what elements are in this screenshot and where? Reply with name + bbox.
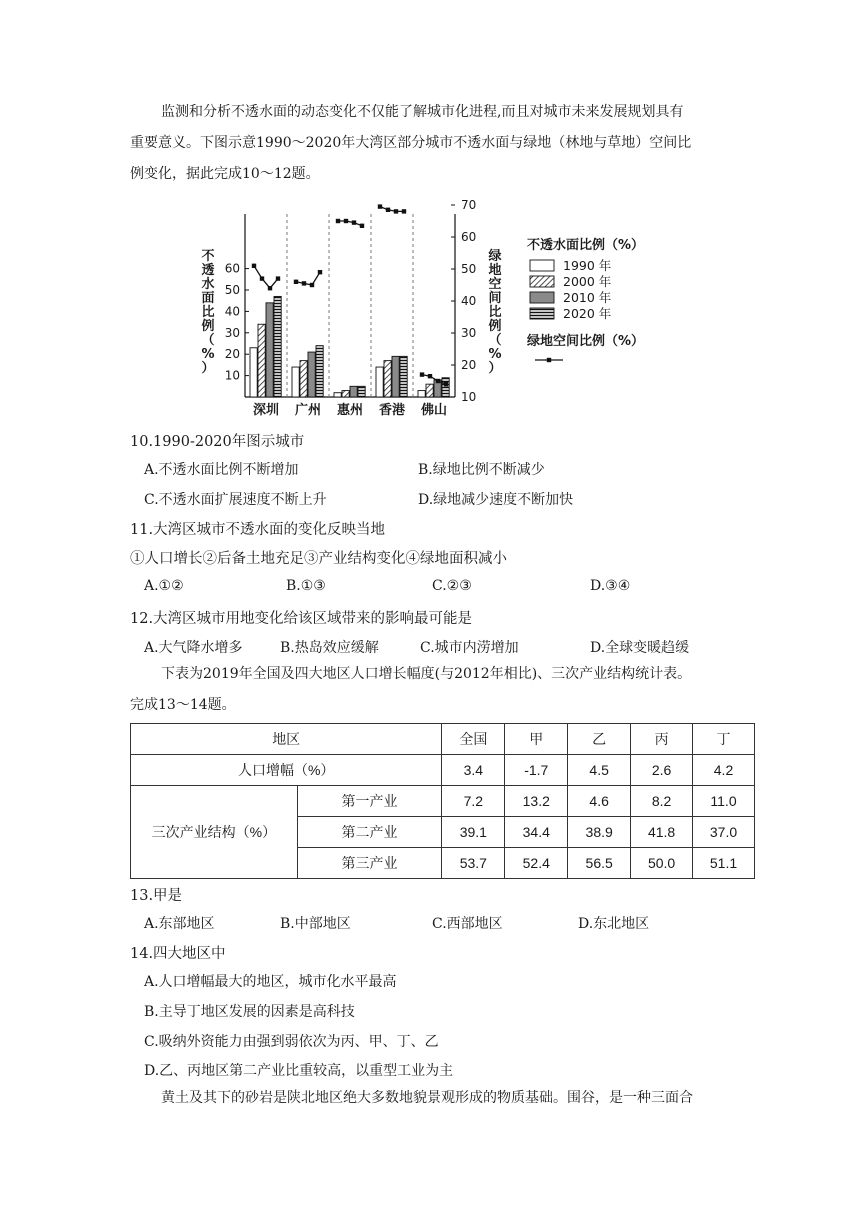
bar: [442, 378, 449, 397]
axes: [201, 200, 501, 418]
stats-table: [130, 723, 755, 879]
q14-option-d[interactable]: D.乙、丙地区第二产业比重较高，以重型工业为主: [144, 1063, 454, 1079]
right-tick-label: 50: [461, 262, 477, 276]
table-cell: 34.4: [505, 817, 568, 848]
green-line: [254, 266, 278, 288]
table-cell: 13.2: [505, 786, 568, 817]
table-cell: 41.8: [631, 817, 693, 848]
table-cell: 56.5: [568, 848, 631, 879]
left-axis-title: 不透水面比例（%）: [201, 249, 215, 376]
green-point: [276, 276, 280, 280]
left-tick-label: 60: [224, 261, 240, 276]
legend-label: 2010 年: [563, 290, 612, 305]
right-tick-label: 40: [461, 294, 477, 308]
table-cell: 37.0: [693, 817, 755, 848]
table-cell: 2.6: [631, 755, 693, 786]
table-cell: 7.2: [442, 786, 505, 817]
category-label: 佛山: [420, 403, 448, 418]
table-cell: -1.7: [505, 755, 568, 786]
bar: [384, 361, 391, 397]
q11-items: ①人口增长②后备土地充足③产业结构变化④绿地面积减小: [130, 551, 507, 567]
table-cell: 50.0: [631, 848, 693, 879]
q12-stem: 12.大湾区城市用地变化给该区域带来的影响最可能是: [130, 611, 473, 627]
green-point: [336, 219, 340, 223]
q10-stem: 10.1990-2020年图示城市: [130, 434, 305, 450]
right-tick-label: 20: [461, 358, 477, 372]
bar: [392, 356, 399, 397]
table-header-cell: 丁: [693, 724, 755, 755]
right-tick-label: 30: [461, 326, 477, 340]
table-row: [131, 786, 755, 817]
table-group-label: 三次产业结构（%）: [131, 786, 298, 879]
bar: [358, 386, 365, 397]
bar: [334, 393, 341, 397]
table-cell: 8.2: [631, 786, 693, 817]
category-label: 香港: [378, 403, 406, 418]
green-point: [360, 224, 364, 228]
intro2-line2: 完成13～14题。: [130, 697, 236, 713]
bar: [274, 296, 281, 397]
table-cell: 52.4: [505, 848, 568, 879]
green-point: [352, 220, 356, 224]
table-row-label: 第三产业: [297, 848, 442, 879]
category-label: 广州: [294, 403, 322, 418]
legend: [527, 237, 644, 362]
green-point: [444, 382, 448, 386]
q11-option-c[interactable]: C.②③: [432, 578, 472, 594]
q13-option-c[interactable]: C.西部地区: [432, 916, 503, 932]
green-point: [394, 209, 398, 213]
left-tick-label: 20: [224, 347, 240, 362]
green-point: [252, 264, 256, 268]
table-cell: 4.2: [693, 755, 755, 786]
table-header-row: [131, 724, 755, 755]
table-cell: 3.4: [442, 755, 505, 786]
q11-stem: 11.大湾区城市不透水面的变化反映当地: [130, 522, 386, 538]
table-header-cell: 甲: [505, 724, 568, 755]
legend-label: 1990 年: [563, 258, 612, 273]
bar: [266, 303, 273, 397]
q13-option-b[interactable]: B.中部地区: [280, 916, 351, 932]
green-point: [294, 280, 298, 284]
table-cell: 4.5: [568, 755, 631, 786]
green-point: [268, 286, 272, 290]
green-point: [318, 270, 322, 274]
q14-option-c[interactable]: C.吸纳外资能力由强到弱依次为丙、甲、丁、乙: [144, 1034, 439, 1050]
q12-option-d[interactable]: D.全球变暖趋缓: [590, 640, 690, 656]
table-header-cell: 全国: [442, 724, 505, 755]
q11-option-a[interactable]: A.①②: [144, 578, 184, 594]
right-axis-title: 绿地空间比例（%）: [488, 249, 502, 376]
green-point: [402, 209, 406, 213]
intro2-line1: 下表为2019年全国及四大地区人口增长幅度(与2012年相比)、三次产业结构统计表。: [161, 666, 692, 682]
table-row-label: 第一产业: [297, 786, 442, 817]
q11-option-d[interactable]: D.③④: [590, 578, 631, 594]
bar: [342, 391, 349, 397]
bar: [316, 346, 323, 397]
q14-option-a[interactable]: A.人口增幅最大的地区，城市化水平最高: [144, 974, 397, 990]
green-point: [344, 219, 348, 223]
left-tick-label: 10: [224, 368, 240, 383]
legend-title: 不透水面比例（%）: [527, 238, 645, 253]
legend-swatch: [530, 292, 554, 303]
green-point: [428, 374, 432, 378]
green-line: [338, 221, 362, 226]
green-point: [436, 379, 440, 383]
left-tick-label: 40: [224, 304, 240, 319]
table-header-cell: 地区: [131, 724, 442, 755]
category-label: 深圳: [252, 403, 280, 418]
bar: [400, 356, 407, 397]
bar: [350, 386, 357, 397]
intro1-line1: 监测和分析不透水面的动态变化不仅能了解城市化进程,而且对城市未来发展规划具有: [161, 104, 684, 120]
bar: [250, 348, 257, 397]
table-row-label: 人口增幅（%）: [131, 755, 442, 786]
legend-label: 2020 年: [563, 306, 612, 321]
table-row: [131, 755, 755, 786]
bar: [292, 367, 299, 397]
bar: [376, 367, 383, 397]
legend-swatch: [530, 260, 554, 271]
intro1-line2: 重要意义。下图示意1990～2020年大湾区部分城市不透水面与绿地（林地与草地）空间比: [130, 135, 692, 151]
intro3-line1: 黄土及其下的砂岩是陕北地区绝大多数地貌景观形成的物质基础。围谷，是一种三面合: [161, 1090, 693, 1106]
green-line: [296, 272, 320, 285]
intro1-line3: 例变化，据此完成10～12题。: [130, 166, 320, 182]
bar: [418, 391, 425, 397]
impervious-greenland-chart: [190, 200, 660, 425]
table-cell: 53.7: [442, 848, 505, 879]
q12-option-a[interactable]: A.大气降水增多: [144, 640, 243, 656]
q14-stem: 14.四大地区中: [130, 946, 226, 962]
green-point: [302, 281, 306, 285]
q13-stem: 13.甲是: [130, 888, 183, 904]
green-point: [260, 276, 264, 280]
table-cell: 38.9: [568, 817, 631, 848]
table-cell: 39.1: [442, 817, 505, 848]
green-point: [386, 208, 390, 212]
green-point: [310, 283, 314, 287]
table-header-cell: 乙: [568, 724, 631, 755]
green-line: [380, 207, 404, 212]
legend-line-label: 绿地空间比例（%）: [527, 334, 645, 349]
q13-option-d[interactable]: D.东北地区: [578, 916, 650, 932]
legend-line-marker: [547, 358, 551, 362]
bar: [258, 324, 265, 397]
right-tick-label: 70: [461, 200, 477, 212]
q10-option-b[interactable]: B.绿地比例不断减少: [418, 462, 545, 478]
legend-swatch: [530, 308, 554, 319]
category-label: 惠州: [336, 403, 364, 418]
q12-option-b[interactable]: B.热岛效应缓解: [280, 640, 379, 656]
q11-option-b[interactable]: B.①③: [286, 578, 326, 594]
left-tick-label: 50: [224, 283, 240, 297]
q10-option-d[interactable]: D.绿地减少速度不断加快: [418, 492, 574, 508]
table-cell: 51.1: [693, 848, 755, 879]
bars: [250, 296, 449, 397]
bar: [308, 352, 315, 397]
bar: [300, 361, 307, 397]
q10-option-a[interactable]: A.不透水面比例不断增加: [144, 462, 299, 478]
legend-swatch: [530, 276, 554, 287]
q14-option-b[interactable]: B.主导丁地区发展的因素是高科技: [144, 1004, 355, 1020]
right-tick-label: 60: [461, 230, 477, 244]
q13-option-a[interactable]: A.东部地区: [144, 916, 215, 932]
table-cell: 4.6: [568, 786, 631, 817]
green-point: [378, 204, 382, 208]
table-header-cell: 丙: [631, 724, 693, 755]
q12-option-c[interactable]: C.城市内涝增加: [420, 640, 519, 656]
legend-label: 2000 年: [563, 274, 612, 289]
bar: [426, 384, 433, 397]
table-cell: 11.0: [693, 786, 755, 817]
right-tick-label: 10: [461, 390, 477, 404]
table-row-label: 第二产业: [297, 817, 442, 848]
green-point: [420, 372, 424, 376]
q10-option-c[interactable]: C.不透水面扩展速度不断上升: [144, 492, 327, 508]
left-tick-label: 30: [224, 325, 240, 340]
